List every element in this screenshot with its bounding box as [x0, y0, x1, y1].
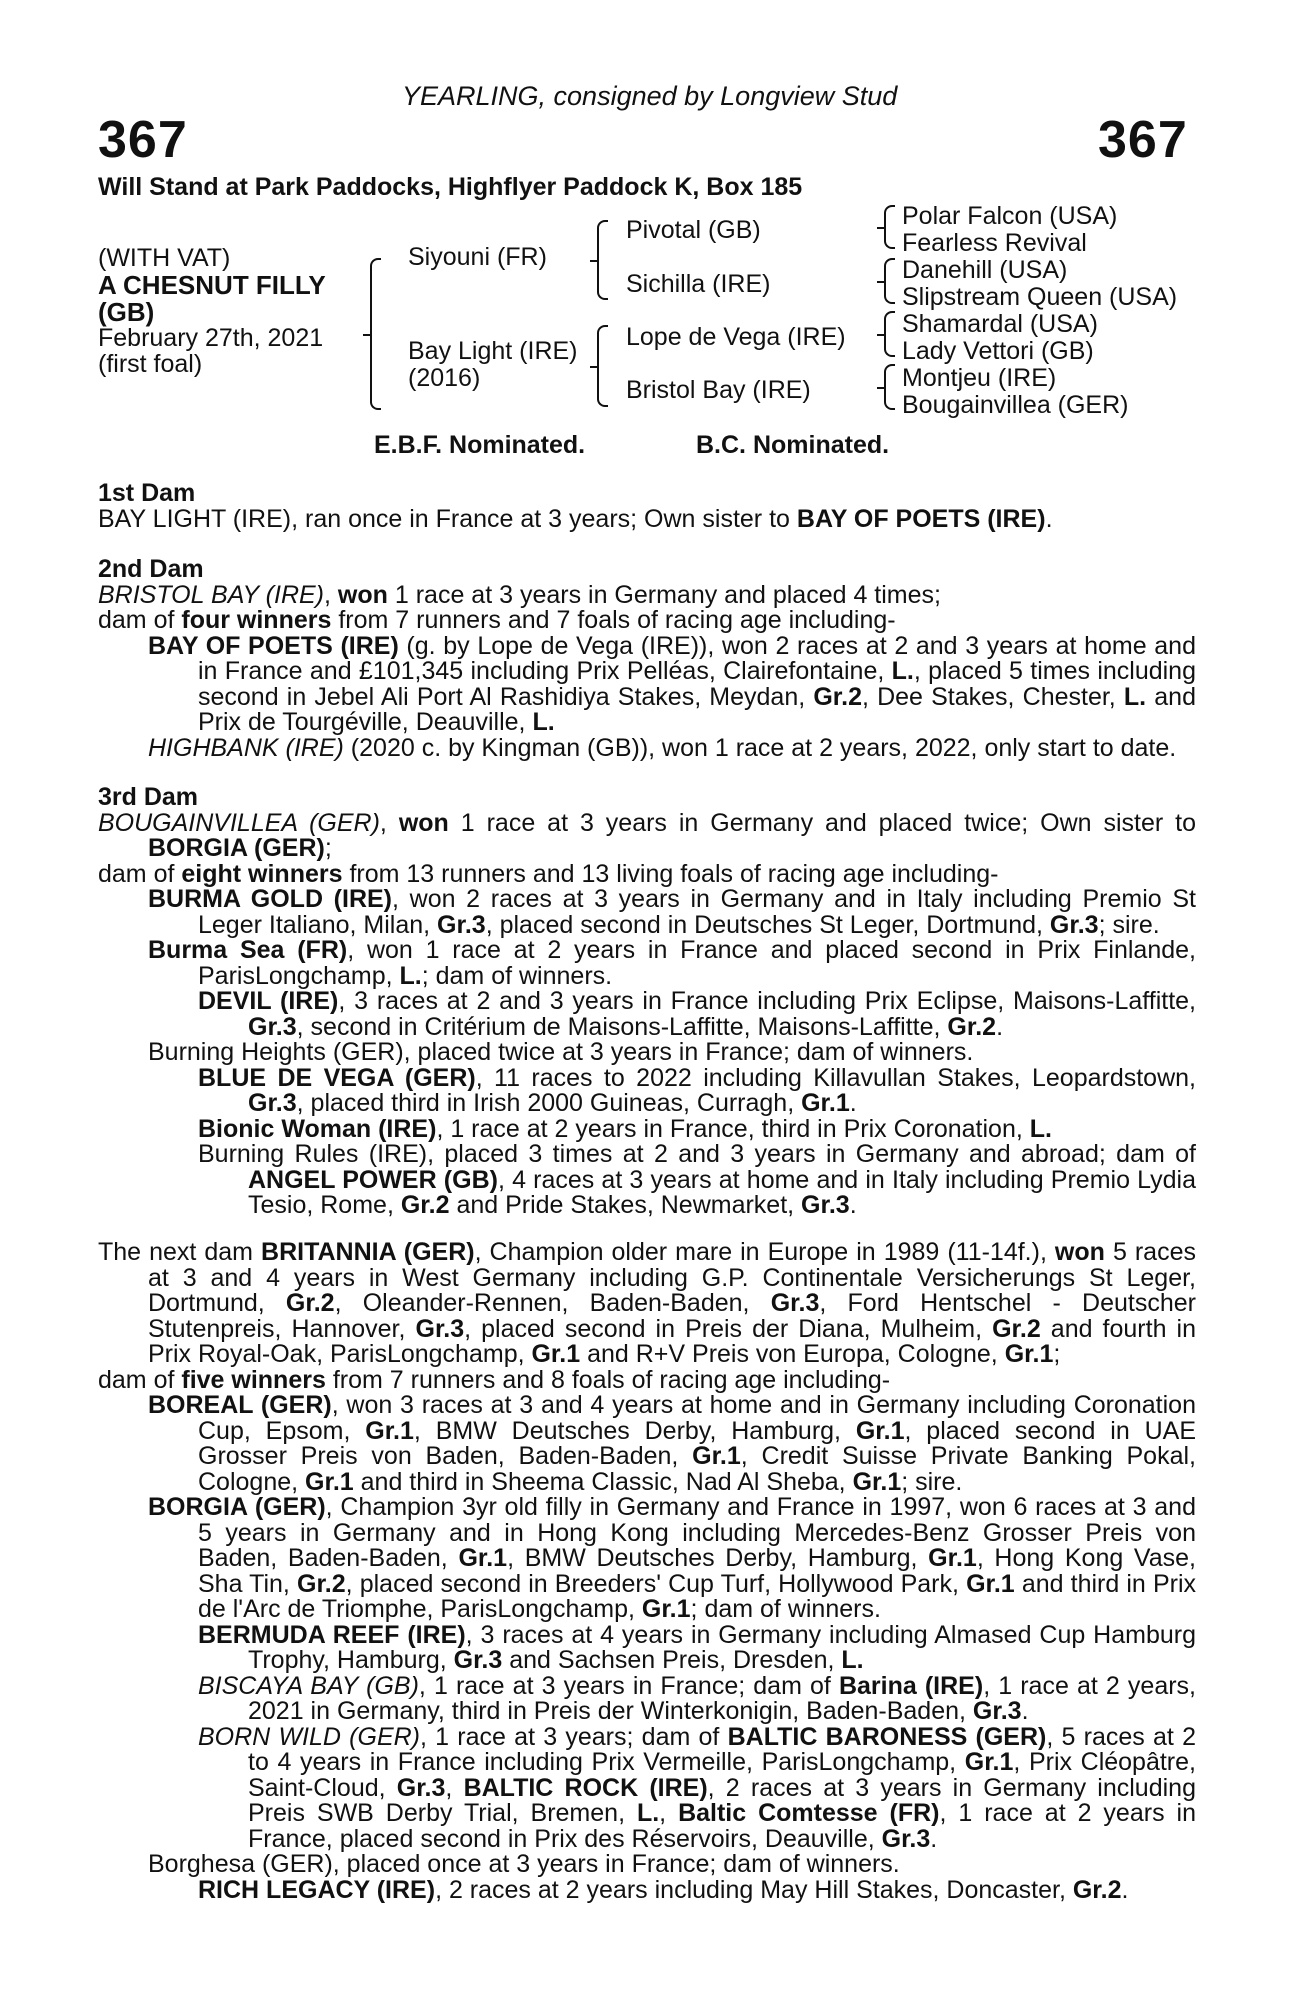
produce-entry: BURMA GOLD (IRE), won 2 races at 3 years in Germany and in Italy including Premio St Leger Italiano, Milan, Gr.3, placed second in Deutsches St Leger, Dortmund, Gr.3; sire.	[148, 885, 1196, 939]
produce-entry: BORN WILD (GER), 1 race at 3 years; dam of BALTIC BARONESS (GER), 5 races at 2 to 4 years in France including Prix Vermeille, ParisLongchamp, Gr.1, Prix Cléopâtre, Saint-Cloud, Gr.3, BALTIC ROCK (IRE), 2 races at 3 years in Germany including Preis SWB Derby Trial, Bremen, L., Baltic Comtesse (FR), 1 race at 2 years in France, placed second in Prix des Réservoirs, Deauville, Gr.3.	[198, 1722, 1197, 1853]
produce-entry: BERMUDA REEF (IRE), 3 races at 4 years in Germany including Almased Cup Hamburg Trophy, Hamburg, Gr.3 and Sachsen Preis, Dresden, L.	[198, 1620, 1196, 1674]
ebf-nomination: E.B.F. Nominated.	[374, 431, 586, 459]
third-dam-produce: dam of eight winners from 13 runners and 13 living foals of racing age including-	[98, 859, 999, 888]
grandsire-3: Shamardal (USA)	[902, 310, 1098, 338]
dam-sire: Lope de Vega (IRE)	[626, 323, 846, 351]
second-dam-produce: dam of four winners from 7 runners and 7 foals of racing age including-	[98, 606, 896, 634]
granddam-2: Slipstream Queen (USA)	[902, 283, 1178, 311]
grandsire-4: Montjeu (IRE)	[902, 364, 1057, 392]
produce-entry: Burning Rules (IRE), placed 3 times at 2 and 3 years in Germany and abroad; dam of ANGEL POWER (GB), 4 races at 3 years at home and in Italy including Premio Lydia Tesio, Rome, Gr.2 and Pride Stakes, Newmarket, Gr.3.	[198, 1140, 1196, 1219]
sire-dam: Sichilla (IRE)	[626, 270, 771, 298]
produce-entry: BORGIA (GER), Champion 3yr old filly in Germany and France in 1997, won 6 races at 3 and 5 years in Germany and in Hong Kong including Mercedes-Benz Grosser Preis von Baden, Baden-Baden, Gr.1, BMW Deutsches Derby, Hamburg, Gr.1, Hong Kong Vase, Sha Tin, Gr.2, placed second in Breeders' Cup Turf, Hollywood Park, Gr.1 and third in Prix de l'Arc de Triomphe, ParisLongchamp, Gr.1; dam of winners.	[148, 1493, 1196, 1623]
granddam-1: Fearless Revival	[902, 229, 1087, 257]
produce-entry: Borghesa (GER), placed once at 3 years in France; dam of winners.	[148, 1850, 900, 1878]
next-dam-produce: dam of five winners from 7 runners and 8 foals of racing age including-	[98, 1365, 891, 1394]
sire-sire: Pivotal (GB)	[626, 216, 761, 244]
dam-year: (2016)	[408, 364, 481, 392]
produce-entry: DEVIL (IRE), 3 races at 2 and 3 years in France including Prix Eclipse, Maisons-Laffitte, Gr.3, second in Critérium de Maisons-Laffitte, Maisons-Laffitte, Gr.2.	[198, 987, 1196, 1041]
brace-3d	[884, 364, 895, 410]
dam-dam: Bristol Bay (IRE)	[626, 376, 811, 404]
produce-entry: BISCAYA BAY (GB), 1 race at 3 years in France; dam of Barina (IRE), 1 race at 2 years, 2021 in Germany, third in Preis der Winterkonigin, Baden-Baden, Gr.3.	[198, 1671, 1196, 1725]
granddam-4: Bougainvillea (GER)	[902, 391, 1129, 419]
foaling-date: February 27th, 2021	[98, 324, 324, 352]
produce-entry: Bionic Woman (IRE), 1 race at 2 years in France, third in Prix Coronation, L.	[198, 1114, 1052, 1143]
first-dam-heading: 1st Dam	[98, 479, 196, 507]
brace-2b	[597, 325, 608, 407]
second-dam-section	[98, 557, 1196, 761]
produce-entry: BLUE DE VEGA (GER), 11 races to 2022 including Killavullan Stakes, Leopardstown, Gr.3, placed third in Irish 2000 Guineas, Curragh, Gr.1.	[198, 1063, 1196, 1117]
first-dam-section	[98, 481, 1196, 532]
first-dam-text: BAY LIGHT (IRE), ran once in France at 3 years; Own sister to BAY OF POETS (IRE).	[98, 504, 1053, 533]
brace-2a	[597, 220, 608, 300]
dam: Bay Light (IRE)	[408, 337, 578, 365]
third-dam-line: BOUGAINVILLEA (GER), won 1 race at 3 years in Germany and placed twice; Own sister to BORGIA (GER);	[98, 808, 1196, 862]
brace-3c	[884, 311, 895, 357]
lot-number-left: 367	[98, 111, 188, 169]
stand-location: Will Stand at Park Paddocks, Highflyer Paddock K, Box 185	[98, 173, 803, 201]
next-dam-line: The next dam BRITANNIA (GER), Champion older mare in Europe in 1989 (11-14f.), won 5 races at 3 and 4 years in West Germany including G.P. Continentale Versicherungs St Leger, Dortmund, Gr.2, Oleander-Rennen, Baden-Baden, Gr.3, Ford Hentschel - Deutscher Stutenpreis, Hannover, Gr.3, placed second in Preis der Diana, Mulheim, Gr.2 and fourth in Prix Royal-Oak, ParisLongchamp, Gr.1 and R+V Preis von Europa, Cologne, Gr.1;	[98, 1238, 1197, 1368]
grandsire-2: Danehill (USA)	[902, 256, 1068, 284]
second-dam-line: BRISTOL BAY (IRE), won 1 race at 3 years in Germany and placed 4 times;	[98, 580, 941, 609]
third-dam-section	[98, 785, 1196, 1219]
produce-entry: BAY OF POETS (IRE) (g. by Lope de Vega (IRE)), won 2 races at 2 and 3 years at home and in France and £101,345 including Prix Pelléas, Clairefontaine, L., placed 5 times including second in Jebel Ali Port Al Rashidiya Stakes, Meydan, Gr.2, Dee Stakes, Chester, L. and Prix de Tourgéville, Deauville, L.	[148, 631, 1196, 736]
third-dam-heading: 3rd Dam	[98, 783, 199, 811]
brace-3b	[884, 258, 895, 304]
horse-name-country: (GB)	[98, 297, 155, 327]
produce-entry: HIGHBANK (IRE) (2020 c. by Kingman (GB)), won 1 race at 2 years, 2022, only start to date.	[148, 733, 1177, 762]
produce-entry: Burning Heights (GER), placed twice at 3 years in France; dam of winners.	[148, 1038, 974, 1066]
second-dam-heading: 2nd Dam	[98, 555, 204, 583]
granddam-3: Lady Vettori (GB)	[902, 337, 1094, 365]
produce-entry: BOREAL (GER), won 3 races at 3 and 4 years at home and in Germany including Coronation Cup, Epsom, Gr.1, BMW Deutsches Derby, Hamburg, Gr.1, placed second in UAE Grosser Preis von Baden, Baden-Baden, Gr.1, Credit Suisse Private Banking Pokal, Cologne, Gr.1 and third in Sheema Classic, Nad Al Sheba, Gr.1; sire.	[148, 1391, 1196, 1496]
page-subtitle: YEARLING, consigned by Longview Stud	[402, 81, 898, 111]
bc-nomination: B.C. Nominated.	[696, 431, 890, 459]
produce-entry: RICH LEGACY (IRE), 2 races at 2 years including May Hill Stakes, Doncaster, Gr.2.	[198, 1875, 1129, 1904]
vat-note: (WITH VAT)	[98, 244, 231, 272]
foal-note: (first foal)	[98, 350, 203, 378]
brace-3a	[884, 205, 895, 249]
brace-1	[370, 258, 381, 410]
horse-name: A CHESNUT FILLY	[98, 270, 326, 300]
lot-number-right: 367	[1098, 111, 1188, 169]
sire: Siyouni (FR)	[408, 243, 547, 271]
next-dam-section	[98, 1240, 1196, 1903]
grandsire-1: Polar Falcon (USA)	[902, 202, 1118, 230]
produce-entry: Burma Sea (FR), won 1 race at 2 years in France and placed second in Prix Finlande, ParisLongchamp, L.; dam of winners.	[148, 936, 1196, 990]
